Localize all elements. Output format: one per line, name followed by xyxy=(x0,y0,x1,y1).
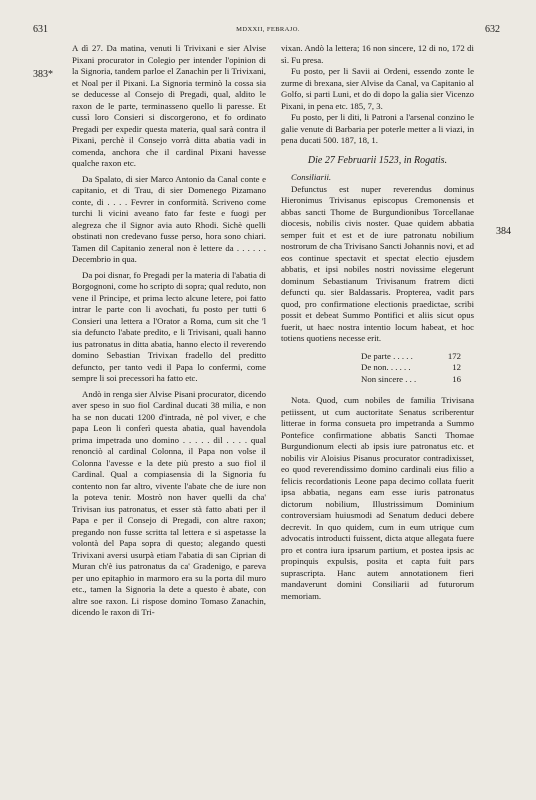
vote-label: De non. . . . . . xyxy=(361,362,411,372)
paragraph: vixan. Andò la lettera; 16 non sincere, 12 di no, 172 di sì. Fu presa. xyxy=(281,43,474,65)
right-column xyxy=(281,43,474,602)
vote-count: 172 xyxy=(447,350,461,361)
paragraph: Fu posto, per li diti, li Patroni a l'arsenal conzino le galie venute di Barbaria per poterle metter a li viazi, in pena ducati 500. 187, 18, 1. xyxy=(281,112,474,145)
vote-row xyxy=(281,374,474,386)
vote-row xyxy=(281,351,474,363)
paragraph: Nota. Quod, cum nobiles de familia Trivisana petiissent, ut cum auctoritate Senatus scriberentur litterae in forma consueta pro impetranda a Summo Pontefice confirmatione abbatis Sancti Thomae Burgundionum electi ab ipsis iure patronatus etc. et nobilis vir Aloisius Pisanus procurator contradixisset, eo quod reverendissimo domino cardinali eius filio a felicis recordationis Leone papa decimo collata fuerit ipsa abbatia, negans eam esse iuris patronatus dictorum nobilium, Illustrissimum Dominium controversiam huiusmodi ad Senatum deduci debere decrevit. In quo quidem, cum in eum utrique cum advocatis introducti fuissent, dicta atque allegata fuere pro et contra iura ipsarum partium, et postea ipsis ac propinquis expulsis, posita et capta fuit pars suprascripta. Hanc autem annotationem fieri mandaverunt domini Consiliarii ad futurorum memoriam. xyxy=(281,395,474,601)
paragraph: Da poi disnar, fo Pregadi per la materia di l'abatia di Borgognoni, come ho scripto di sopra; qual reduto, non vene il Principe, et prima lecto alcune letere, poi fatto intrar le parte con li avochati, fu posto per tutti 6 Consieri una lettera a l'Orator a Roma, cum sit che 'l sia defuncto l'abate predito, e li Trivisani, quali hanno ius patronatus in ditta abatia, hanno electo il reverendo domino Sebastian Trivixan fradello del preditto defuncto, per tanto vedi il Papa lo confermi, come sempre li soi precessori ha fatto etc. xyxy=(72,269,266,383)
paragraph: Andò in renga sier Alvise Pisani procurator, dicendo aver speso in suo fiol Cardinal ducati 38 milia, e non ha se non ducati 1200 d'intrada, nè pol viver, e che papa Leon li conferì questa abatia, qual havendola prima impetrada uno domino . . . . . dil . . . . qual renonciò al cardinal Colonna, il Papa non volse il Colonna l'avesse e la dete più presto a suo fiol il Cardinal. Qual a compiasensia di la Signoria fu contento non far altro, vivente l'abate che de iure non la poteva tenir. Mostrò non haver quelli da cha' Trivisan ius patronatus, et esser stà fatto abati per il Papa e per il Consejo di Pregadi, con altre raxon; pregando non fusse scritta tal lettera e si aspetasse la volontà del Papa sopra di questo; alegando questi Trivixani aversi usurpà etiam l'abatia di san Ciprian di Muran ch'è ius patronatus da ca' Gradenigo, e pareva per uno epitaphio in marmoro era su la porta dil muro etc., tamen la Signoria la dete a questo è abate, con altre soe raxon. Li rispose domino Tomaso Zanachin, dicendo le raxon di Tri- xyxy=(72,388,266,617)
paragraph: Da Spalato, di sier Marco Antonio da Canal conte e capitanio, et di Trau, di sier Domenego Pizamano conte, di . . . . Fevrer in conformità. Scriveno come turchi li vicini aveano fato far feste e fuogi per alegreza che il Signor avia auto Rhodi. Sichè quelli obstinati non credevano fusse perso, hora sono chiari. Tamen dil Capitanio zeneral non è lettere da . . . . . . Decembrio in qua. xyxy=(72,173,266,264)
margin-number-left: 383* xyxy=(33,69,53,80)
vote-row xyxy=(281,362,474,374)
vote-label: Non sincere . . . xyxy=(361,373,417,384)
date-heading: Die 27 Februarii 1523, in Rogatis. xyxy=(307,154,448,166)
left-page-number: 631 xyxy=(33,24,48,35)
consiliarii-label: Consiliarii. xyxy=(291,172,332,182)
vote-label: De parte . . . . . xyxy=(361,350,413,361)
paragraph: A dì 27. Da matina, venuti li Trivixani e sier Alvise Pixani procurator in Colegio per intender l'opinion di la Signoria, tandem parloe el Zanachin per li Trivixani, et Noal per il Pixani. La Signoria terminò la cossa sia se deducesse al Consejo di Pregadi, qual, aldito le raxon de le parte, terminasseno quello li paresse. Et cussì loro Consieri si discorgerono, et fo ordinato Pregadi per expedir questa materia, qual sarà contra il Pixani, perchè il Consejo vorrà ditta abatia vadi in comenda, anchora che il cardinal Pixani havesse qualche raxon etc. xyxy=(72,43,266,168)
running-title: MDXXII, FEBRAJO. xyxy=(236,26,300,33)
paragraph: Defunctus est nuper reverendus dominus Hieronimus Trivisanus episcopus Cremonensis et abbas sancti Thome de Burgundionibus Torcellanae diocesis, nobilis civis noster. Quae quidem abbatia semper fuit et est et de iure patronatu nobilium nostrorum de cha Trivisano Sancti Johannis novi, et ad eos continue spectavit et spectat electio ejusdem abbatis, et ipsi nobiles nostri novissime elegerunt dominum Sebastianum Trivisanum fratrem dicti defuncti qu. sier Baldassaris. Propterea, vadit pars quod, pro confirmatione electionis praedictae, scribi possit et debeat Summo Pontifici et aliis sicut opus fuerit, ut haec nostra intentio locum habeat, et hoc totiens quotiens necesse erit. xyxy=(281,183,474,343)
left-column xyxy=(72,43,266,619)
vote-count: 16 xyxy=(452,373,461,384)
vote-tally xyxy=(281,351,474,386)
margin-number-right: 384 xyxy=(496,226,511,237)
right-page-number: 632 xyxy=(485,24,500,35)
vote-count: 12 xyxy=(452,362,461,372)
paragraph: Fu posto, per li Savii ai Ordeni, essendo zonte le zurme di brexana, sier Alvise da Canal, va Capitanio al Golfo, si parti Luni, et do di dopo la galia sier Vicenzo Pixani, in pena etc. 185, 7, 3. xyxy=(281,66,474,111)
